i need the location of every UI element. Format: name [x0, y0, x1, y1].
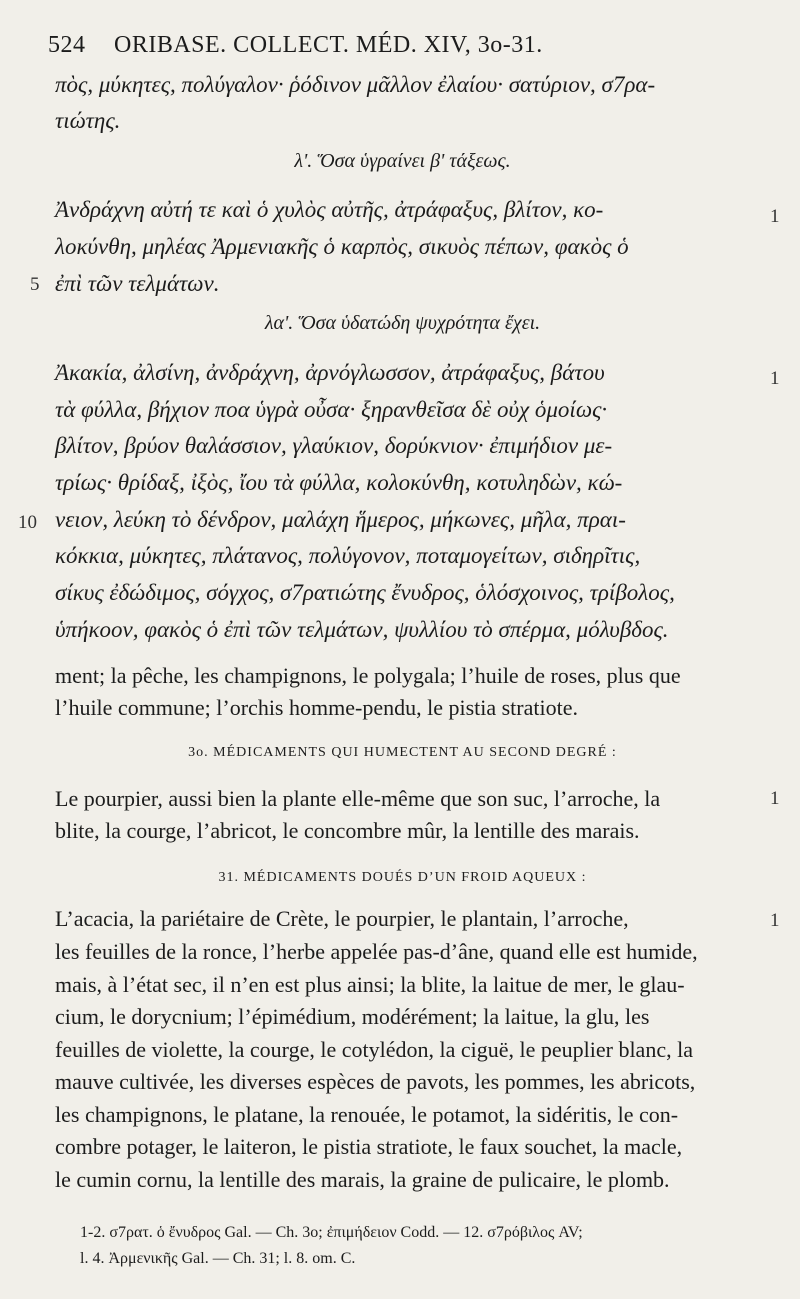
french-line: les feuilles de la ronce, l’herbe appelée pas-d’âne, quand elle est humide, — [55, 939, 698, 964]
line-number: 1 — [770, 910, 780, 931]
section-heading: 3o. MÉDICAMENTS QUI HUMECTENT AU SECOND DEGRÉ : — [188, 745, 617, 760]
chapter-heading-greek: λα'. Ὅσα ὑδατώδη ψυχρότητα ἔχει. — [264, 312, 541, 334]
greek-line: κόκκια, μύκητες, πλάτανος, πολύγονον, ποταμογείτων, σιδηρῖτις, — [55, 543, 641, 568]
french-line: combre potager, le laiteron, le pistia stratiote, le faux souchet, la macle, — [55, 1134, 683, 1159]
line-number: 1 — [770, 788, 780, 809]
line-number: 10 — [18, 512, 37, 533]
greek-line: νειον, λεύκη τὸ δένδρον, μαλάχη ἥμερος, μήκωνες, μῆλα, πραι- — [55, 507, 626, 532]
french-line: le cumin cornu, la lentille des marais, la graine de pulicaire, le plomb. — [55, 1167, 670, 1192]
chapter-heading-greek: λ'. Ὅσα ὑγραίνει β' τάξεως. — [294, 150, 511, 172]
line-number: 5 — [30, 274, 40, 295]
french-line: mauve cultivée, les diverses espèces de pavots, les pommes, les abricots, — [55, 1069, 696, 1094]
greek-line: βλίτον, βρύον θαλάσσιον, γλαύκιον, δορύκνιον· ἐπιμήδιον με- — [55, 433, 613, 458]
greek-line: τὰ φύλλα, βήχιον ποα ὑγρὰ οὖσα· ξηρανθεῖσα δὲ οὐχ ὁμοίως· — [55, 397, 608, 422]
greek-line: ἐπὶ τῶν τελμάτων. — [55, 271, 220, 296]
running-title: ORIBASE. COLLECT. MÉD. XIV, 3o-31. — [114, 32, 543, 58]
greek-line: πὸς, μύκητες, πολύγαλον· ῥόδινον μᾶλλον ἐλαίου· σατύριον, σ7ρα- — [55, 72, 656, 97]
greek-line: Ἀνδράχνη αὐτή τε καὶ ὁ χυλὸς αὐτῆς, ἀτράφαξυς, βλίτον, κο- — [55, 197, 604, 222]
french-line: Le pourpier, aussi bien la plante elle-même que son suc, l’arroche, la — [55, 786, 661, 811]
french-line: L’acacia, la pariétaire de Crète, le pourpier, le plantain, l’arroche, — [55, 906, 629, 931]
line-number: 1 — [770, 206, 780, 227]
french-line: l’huile commune; l’orchis homme-pendu, le pistia stratiote. — [55, 695, 578, 720]
greek-line: σίκυς ἐδώδιμος, σόγχος, σ7ρατιώτης ἔνυδρος, ὁλόσχοινος, τρίβολος, — [55, 580, 675, 605]
page-number: 524 — [48, 32, 86, 58]
french-line: cium, le dorycnium; l’épimédium, modérément; la laitue, la glu, les — [55, 1004, 650, 1029]
greek-line: τιώτης. — [55, 108, 121, 133]
greek-line: λοκύνθη, μηλέας Ἀρμενιακῆς ὁ καρπὸς, σικυὸς πέπων, φακὸς ὁ — [55, 234, 629, 259]
french-line: feuilles de violette, la courge, le cotylédon, la ciguë, le peuplier blanc, la — [55, 1037, 693, 1062]
footnote-line: 1-2. σ7ρατ. ὁ ἔνυδρος Gal. — Ch. 3o; ἐπιμήδειον Codd. — 12. σ7ρόβιλος AV; — [80, 1224, 583, 1241]
running-header — [48, 32, 708, 59]
french-line: mais, à l’état sec, il n’en est plus ainsi; la blite, la laitue de mer, le glau- — [55, 972, 685, 997]
greek-line: ὑπήκοον, φακὸς ὁ ἐπὶ τῶν τελμάτων, ψυλλίου τὸ σπέρμα, μόλυβδος. — [55, 617, 669, 642]
greek-line: Ἀκακία, ἀλσίνη, ἀνδράχνη, ἀρνόγλωσσον, ἀτράφαξυς, βάτου — [55, 360, 605, 385]
french-line: ment; la pêche, les champignons, le polygala; l’huile de roses, plus que — [55, 663, 681, 688]
french-line: blite, la courge, l’abricot, le concombre mûr, la lentille des marais. — [55, 818, 640, 843]
greek-line: τρίως· θρίδαξ, ἰξὸς, ἴου τὰ φύλλα, κολοκύνθη, κοτυληδὼν, κώ- — [55, 470, 623, 495]
section-heading: 31. MÉDICAMENTS DOUÉS D’UN FROID AQUEUX : — [218, 870, 587, 885]
line-number: 1 — [770, 368, 780, 389]
french-line: les champignons, le platane, la renouée, le potamot, la sidéritis, le con- — [55, 1102, 679, 1127]
footnote-line: l. 4. Ἀρμενικῆς Gal. — Ch. 31; l. 8. om. C. — [80, 1250, 356, 1267]
